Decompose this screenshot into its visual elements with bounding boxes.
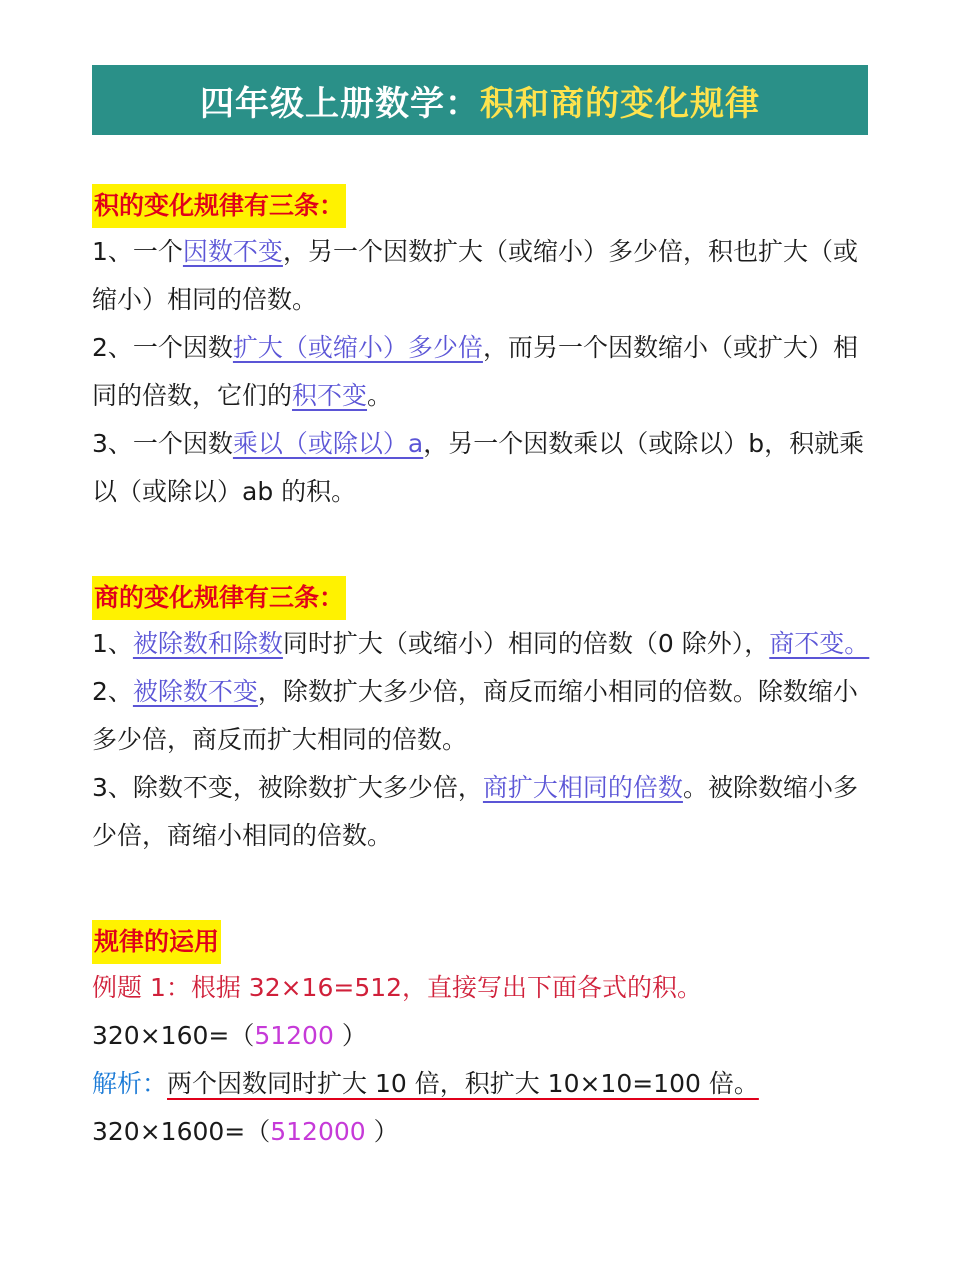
rule-text: 一个 (132, 237, 183, 266)
rule-highlight: 商不变。 (769, 629, 870, 658)
question-1 (92, 1012, 870, 1060)
question-expression: 320×1600=（ (92, 1117, 271, 1146)
title-topic: 积和商的变化规律 (480, 83, 760, 124)
quotient-rule-3 (92, 764, 870, 860)
rule-text: 一个因数 (132, 333, 233, 362)
rule-text: 。被除数缩小多少倍，商缩小相同的倍数。 (92, 773, 858, 850)
rule-text: ，另一个因数扩大（或缩小）多少倍，积也扩大（或缩小）相同的倍数。 (92, 237, 858, 314)
product-rule-2 (92, 324, 870, 420)
rule-text: ，另一个因数乘以（或除以）b，积就乘以（或除以）ab 的积。 (92, 429, 865, 506)
content (92, 184, 870, 1156)
title-banner (92, 65, 868, 135)
rule-highlight: 被除数不变 (132, 677, 258, 706)
question-close: ） (365, 1117, 399, 1146)
question-2 (92, 1108, 870, 1156)
rule-number: 2、 (92, 677, 133, 706)
rule-text: 除数不变，被除数扩大多少倍， (132, 773, 483, 802)
rule-highlight: 积不变 (292, 381, 368, 410)
analysis-label: 解析： (92, 1069, 168, 1098)
question-expression: 320×160=（ (92, 1021, 255, 1050)
rule-number: 1、 (92, 237, 133, 266)
rule-number: 2、 (92, 333, 133, 362)
rule-number: 3、 (92, 429, 133, 458)
quotient-rule-2 (92, 668, 870, 764)
product-rule-3 (92, 420, 870, 516)
rule-highlight: 商扩大相同的倍数 (482, 773, 683, 802)
rule-text: ，除数扩大多少倍，商反而缩小相同的倍数。除数缩小多少倍，商反而扩大相同的倍数。 (92, 677, 858, 754)
quotient-rules-heading: 商的变化规律有三条： (92, 576, 346, 620)
quotient-rule-1 (92, 620, 870, 668)
rule-highlight: 因数不变 (182, 237, 283, 266)
analysis-line (92, 1060, 870, 1108)
rule-text: ，而另一个因数缩小（或扩大）相同的倍数，它们的 (92, 333, 858, 410)
rule-highlight: 被除数和除数 (132, 629, 283, 658)
rule-text: 。 (367, 381, 393, 410)
title-prefix: 四年级上册数学： (200, 83, 480, 124)
rule-text: 一个因数 (132, 429, 233, 458)
product-rule-1 (92, 228, 870, 324)
question-answer: 51200 (254, 1021, 334, 1050)
rule-number: 1、 (92, 629, 133, 658)
rule-text: 同时扩大（或缩小）相同的倍数（0 除外）， (282, 629, 770, 658)
rule-highlight: 乘以（或除以）a (232, 429, 424, 458)
question-answer: 512000 (270, 1117, 366, 1146)
rule-highlight: 扩大（或缩小）多少倍 (232, 333, 483, 362)
rule-number: 3、 (92, 773, 133, 802)
example-title: 例题 1：根据 32×16=512，直接写出下面各式的积。 (92, 973, 703, 1002)
analysis-text: 两个因数同时扩大 10 倍，积扩大 10×10=100 倍。 (167, 1069, 759, 1098)
application-heading: 规律的运用 (92, 920, 221, 964)
question-close: ） (333, 1021, 367, 1050)
product-rules-heading: 积的变化规律有三条： (92, 184, 346, 228)
